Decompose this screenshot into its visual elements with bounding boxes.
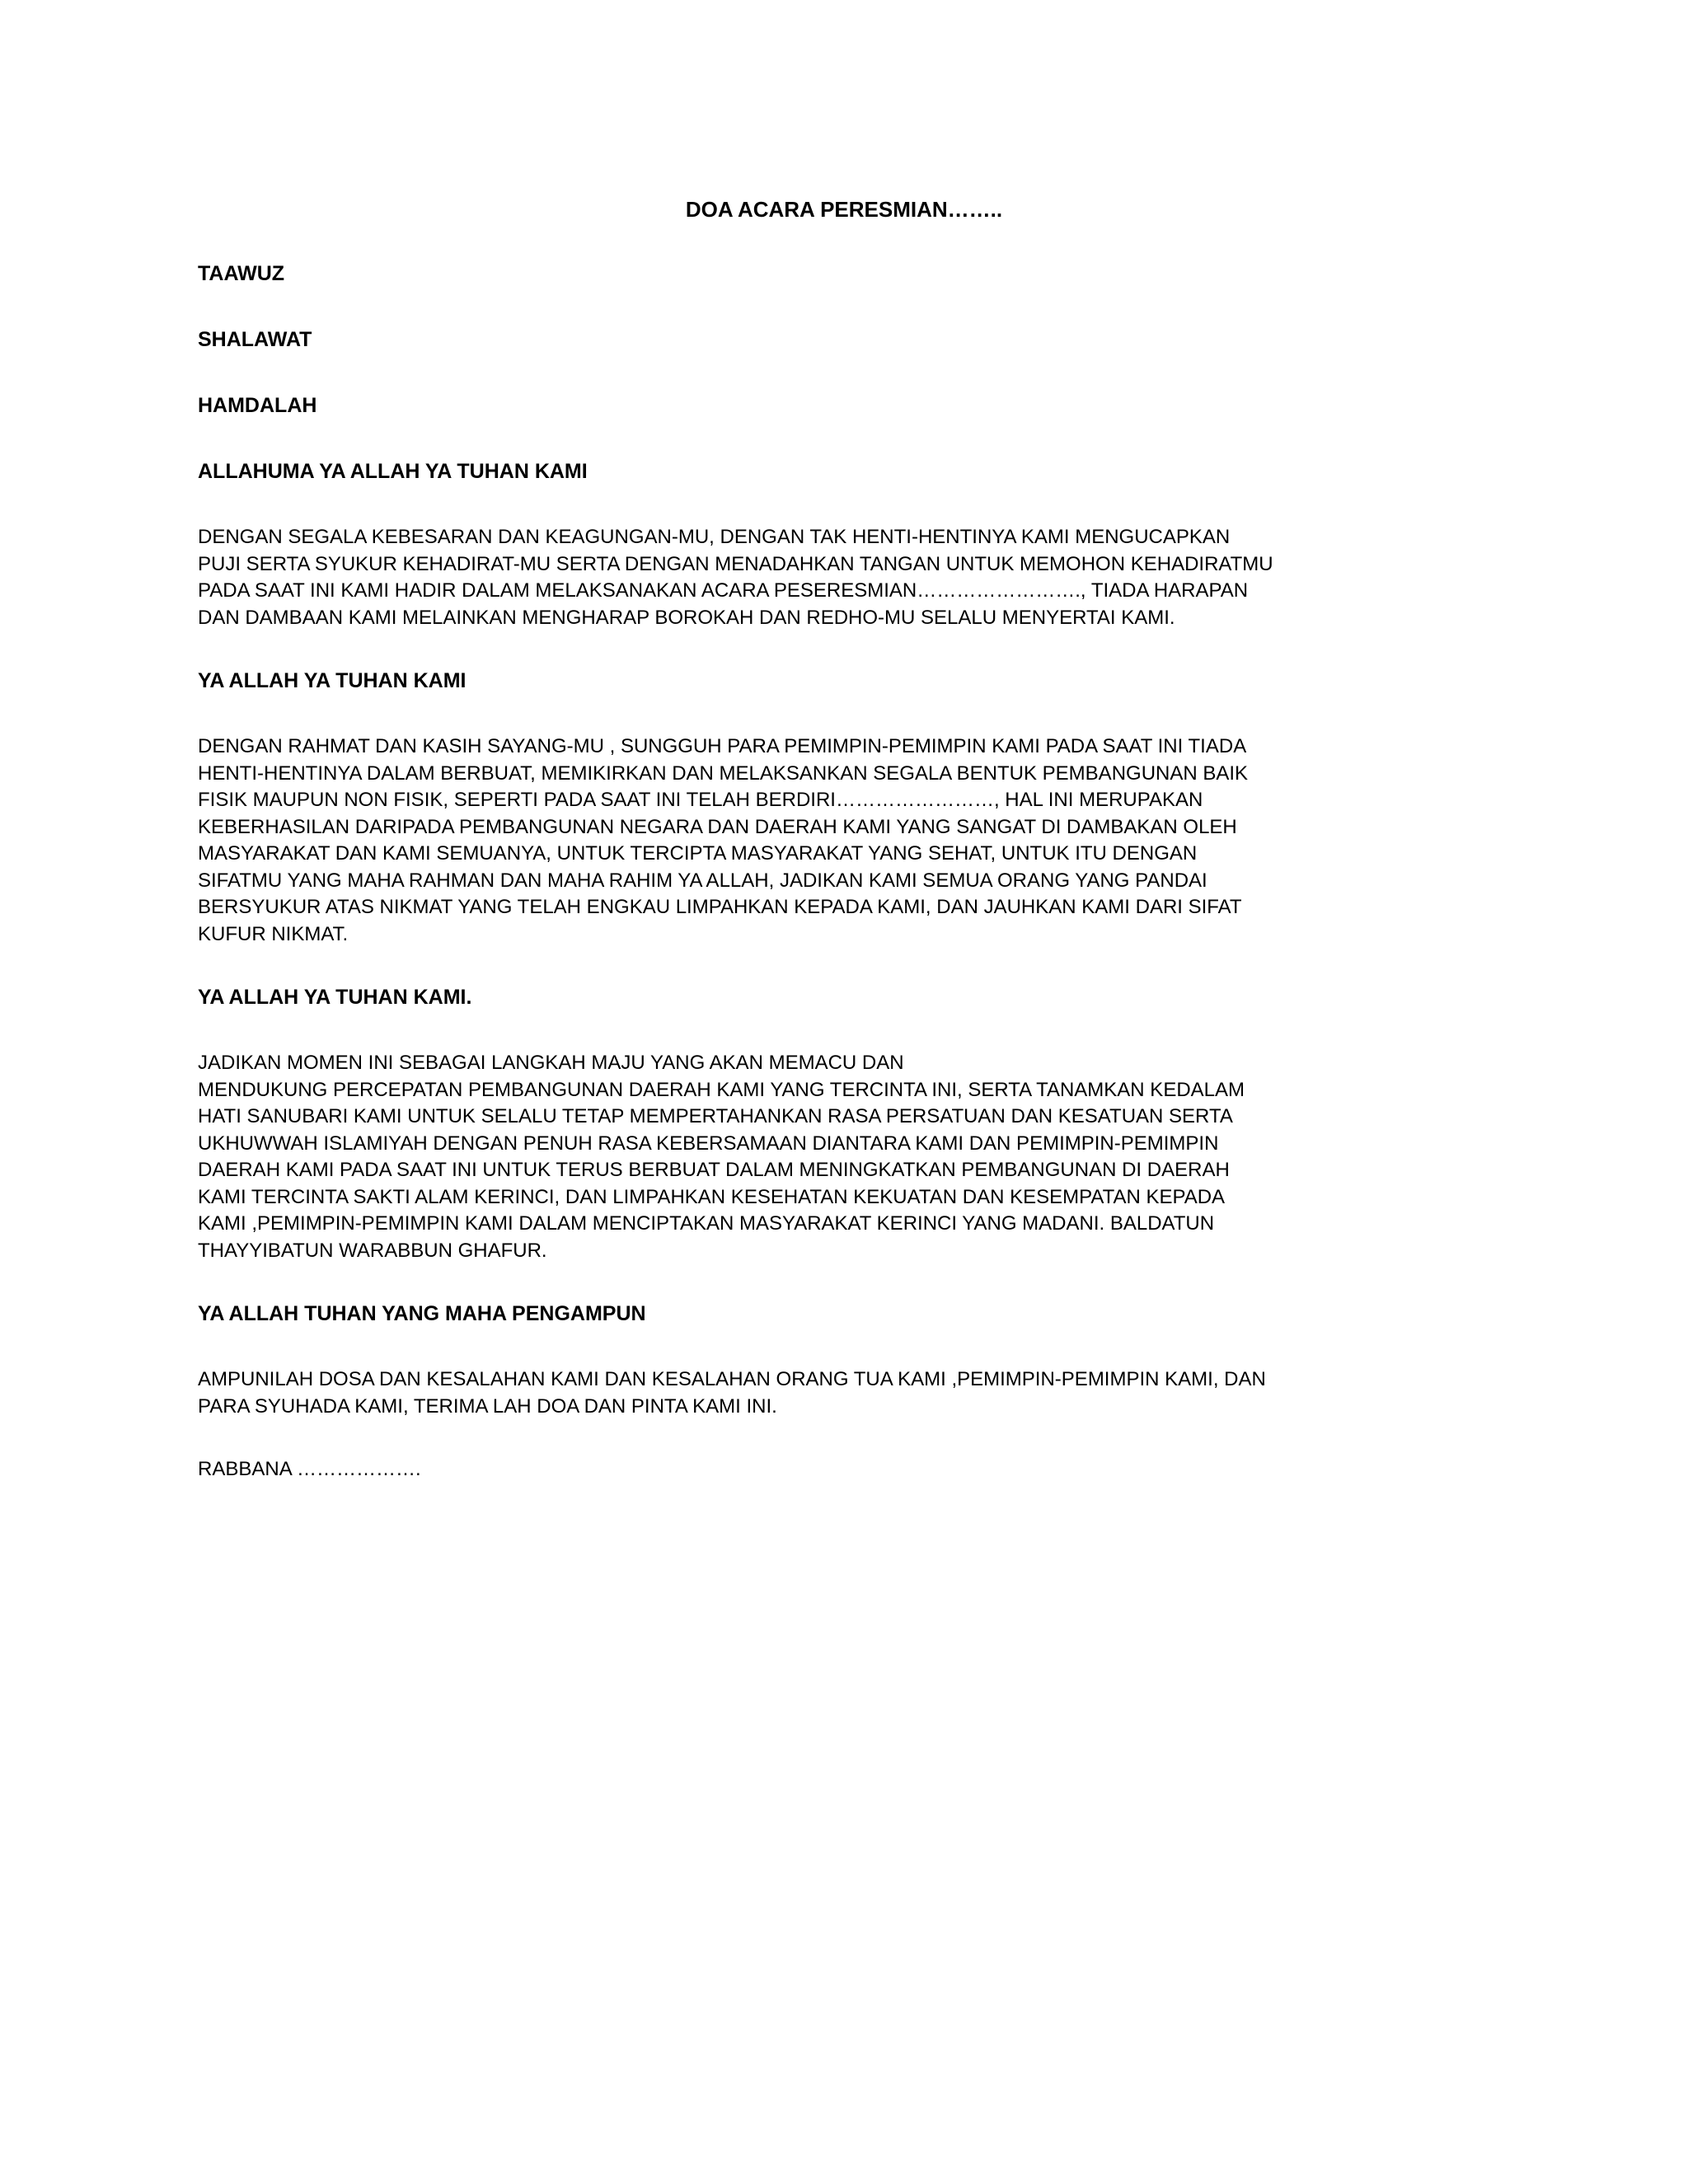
- document-title: DOA ACARA PERESMIAN……..: [685, 197, 1003, 222]
- document-body: [198, 260, 1484, 1502]
- paragraph-mercy: [198, 733, 1484, 948]
- text-line: HENTI-HENTINYA DALAM BERBUAT, MEMIKIRKAN DAN MELAKSANKAN SEGALA BENTUK PEMBANGUNAN BAIK: [198, 762, 1249, 785]
- text-line: FISIK MAUPUN NON FISIK, SEPERTI PADA SAAT INI TELAH BERDIRI……………………, HAL INI MERUPAKAN: [198, 789, 1203, 811]
- text-line: MASYARAKAT DAN KAMI SEMUANYA, UNTUK TERCIPTA MASYARAKAT YANG SEHAT, UNTUK ITU DENGAN: [198, 842, 1198, 865]
- heading-ya-allah-2: YA ALLAH YA TUHAN KAMI.: [198, 986, 472, 1009]
- text-line: AMPUNILAH DOSA DAN KESALAHAN KAMI DAN KESALAHAN ORANG TUA KAMI ,PEMIMPIN-PEMIMPIN KAMI, DAN: [198, 1368, 1266, 1390]
- heading-pengampun: YA ALLAH TUHAN YANG MAHA PENGAMPUN: [198, 1302, 646, 1325]
- heading-ya-allah-1: YA ALLAH YA TUHAN KAMI: [198, 669, 467, 692]
- heading-shalawat: SHALAWAT: [198, 328, 312, 351]
- text-line: SIFATMU YANG MAHA RAHMAN DAN MAHA RAHIM YA ALLAH, JADIKAN KAMI SEMUA ORANG YANG PANDAI: [198, 869, 1207, 892]
- text-line: PUJI SERTA SYUKUR KEHADIRAT-MU SERTA DENGAN MENADAHKAN TANGAN UNTUK MEMOHON KEHADIRATMU: [198, 552, 1273, 575]
- text-line: DENGAN RAHMAT DAN KASIH SAYANG-MU , SUNGGUH PARA PEMIMPIN-PEMIMPIN KAMI PADA SAAT INI TIADA: [198, 735, 1247, 757]
- heading-hamdalah: HAMDALAH: [198, 394, 317, 417]
- text-line: DENGAN SEGALA KEBESARAN DAN KEAGUNGAN-MU, DENGAN TAK HENTI-HENTINYA KAMI MENGUCAPKAN: [198, 526, 1231, 548]
- text-line: PARA SYUHADA KAMI, TERIMA LAH DOA DAN PINTA KAMI INI.: [198, 1394, 777, 1418]
- text-line: BERSYUKUR ATAS NIKMAT YANG TELAH ENGKAU LIMPAHKAN KEPADA KAMI, DAN JAUHKAN KAMI DARI SIFAT: [198, 896, 1242, 918]
- paragraph-forgiveness: [198, 1366, 1484, 1420]
- text-line: JADIKAN MOMEN INI SEBAGAI LANGKAH MAJU YANG AKAN MEMACU DAN: [198, 1052, 904, 1074]
- text-line: HATI SANUBARI KAMI UNTUK SELALU TETAP MEMPERTAHANKAN RASA PERSATUAN DAN KESATUAN SERTA: [198, 1105, 1233, 1127]
- text-line: MENDUKUNG PERCEPATAN PEMBANGUNAN DAERAH KAMI YANG TERCINTA INI, SERTA TANAMKAN KEDALAM: [198, 1078, 1245, 1101]
- heading-taawuz: TAAWUZ: [198, 262, 285, 285]
- text-line: PADA SAAT INI KAMI HADIR DALAM MELAKSANAKAN ACARA PESERESMIAN……………………., TIADA HARAPAN: [198, 579, 1249, 602]
- paragraph-praise: [198, 524, 1484, 631]
- text-line: KUFUR NIKMAT.: [198, 922, 349, 945]
- text-line: UKHUWWAH ISLAMIYAH DENGAN PENUH RASA KEBERSAMAAN DIANTARA KAMI DAN PEMIMPIN-PEMIMPIN: [198, 1132, 1219, 1155]
- text-line: KAMI ,PEMIMPIN-PEMIMPIN KAMI DALAM MENCIPTAKAN MASYARAKAT KERINCI YANG MADANI. BALDATUN: [198, 1212, 1215, 1235]
- closing-rabbana: RABBANA ……………….: [198, 1458, 421, 1480]
- heading-allahuma: ALLAHUMA YA ALLAH YA TUHAN KAMI: [198, 460, 588, 483]
- text-line: THAYYIBATUN WARABBUN GHAFUR.: [198, 1239, 547, 1262]
- text-line: DAERAH KAMI PADA SAAT INI UNTUK TERUS BERBUAT DALAM MENINGKATKAN PEMBANGUNAN DI DAERAH: [198, 1159, 1230, 1181]
- text-line: KEBERHASILAN DARIPADA PEMBANGUNAN NEGARA DAN DAERAH KAMI YANG SANGAT DI DAMBAKAN OLEH: [198, 815, 1237, 838]
- paragraph-moment: [198, 1050, 1484, 1264]
- text-line: DAN DAMBAAN KAMI MELAINKAN MENGHARAP BOROKAH DAN REDHO-MU SELALU MENYERTAI KAMI.: [198, 606, 1175, 629]
- text-line: KAMI TERCINTA SAKTI ALAM KERINCI, DAN LIMPAHKAN KESEHATAN KEKUATAN DAN KESEMPATAN KEPADA: [198, 1185, 1226, 1208]
